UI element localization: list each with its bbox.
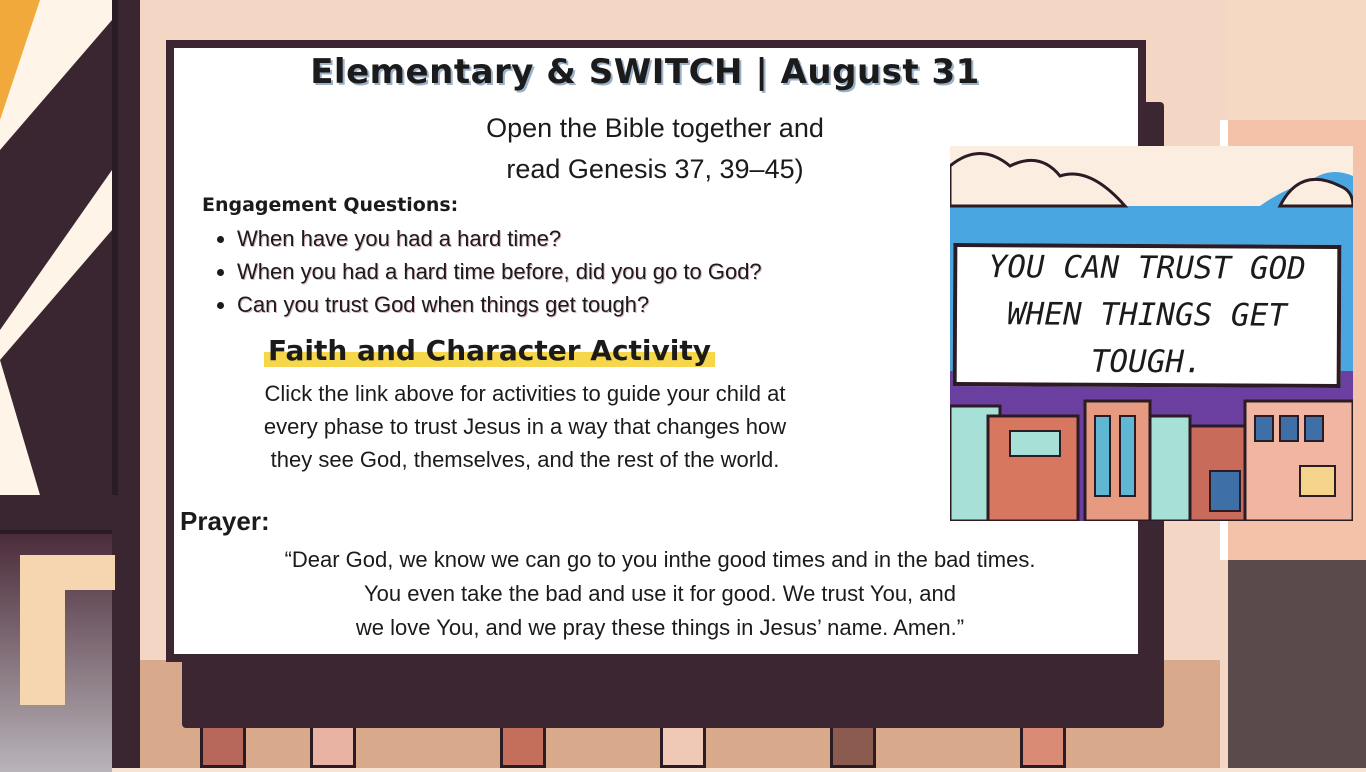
prayer-line: You even take the bad and use it for good. We trust You, and — [363, 581, 956, 606]
prayer-line: we love You, and we pray these things in Jesus’ name. Amen.” — [355, 615, 965, 640]
background-left-stripe — [0, 0, 118, 495]
illustration-sign — [953, 243, 1342, 388]
background-right-lower — [1228, 560, 1366, 768]
intro-line: Open the Bible together and — [486, 113, 824, 143]
activity-line: Click the link above for activities to guide your child at — [264, 381, 786, 406]
background-right-top — [1228, 0, 1366, 120]
activity-line: every phase to trust Jesus in a way that changes how — [263, 414, 787, 439]
activity-description — [196, 377, 854, 476]
prayer-label: Prayer: — [180, 506, 270, 536]
activity-line: they see God, themselves, and the rest of the world. — [270, 447, 780, 472]
prayer-text — [190, 543, 1130, 645]
question-item: • When you had a hard time before, did you go to God? — [237, 255, 762, 288]
bible-reading-instructions — [380, 108, 930, 190]
engagement-questions-label: Engagement Questions: — [202, 194, 459, 216]
prayer-line: “Dear God, we know we can go to you inthe good times and in the bad times. — [284, 547, 1036, 572]
stripe-pattern — [0, 0, 112, 495]
sign-line: YOU CAN TRUST GOD — [988, 249, 1306, 287]
question-item: • Can you trust God when things get tough? — [237, 288, 762, 321]
intro-line: read Genesis 37, 39–45) — [506, 154, 804, 184]
faith-character-activity-heading[interactable]: Faith and Character Activity — [264, 334, 715, 367]
question-item: • When have you had a hard time? — [237, 222, 762, 255]
engagement-questions-list — [206, 222, 762, 321]
letter-t-shape — [20, 555, 115, 705]
page-title: Elementary & SWITCH | August 31 — [310, 52, 980, 92]
sign-line: WHEN THINGS GET TOUGH. — [1006, 296, 1288, 381]
